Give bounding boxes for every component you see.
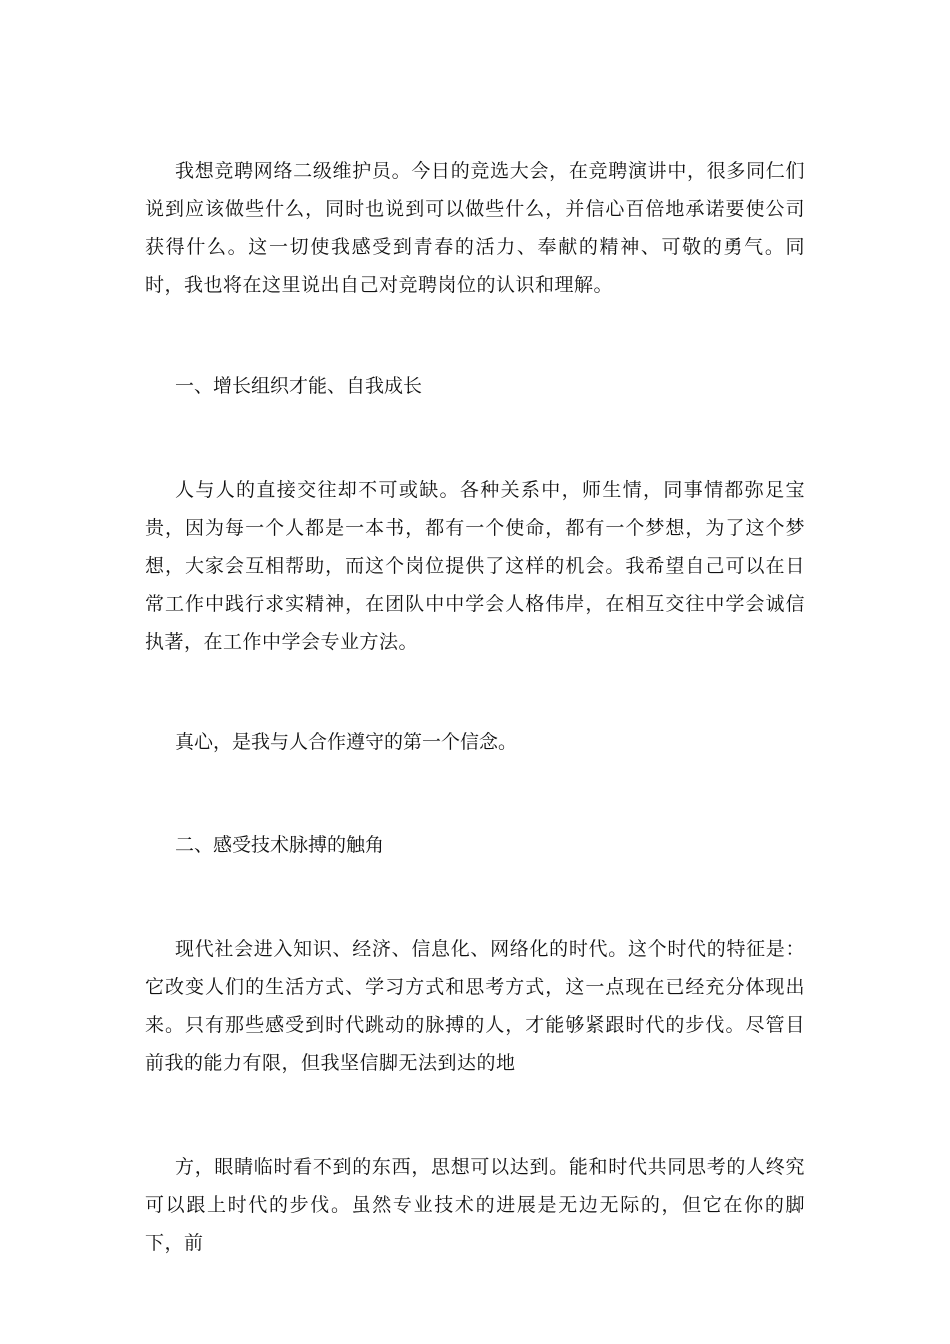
section-2-continued-paragraph: 方，眼睛临时看不到的东西，思想可以达到。能和时代共同思考的人终究可以跟上时代的步伐。虽然专业技术的进展是无边无际的，但它在你的脚下，前 xyxy=(145,1156,805,1254)
section-2-heading: 二、感受技术脉搏的触角 xyxy=(175,834,385,856)
section-1-belief-paragraph: 真心，是我与人合作遵守的第一个信念。 xyxy=(175,731,518,753)
intro-paragraph: 我想竞聘网络二级维护员。今日的竞选大会，在竞聘演讲中，很多同仁们说到应该做些什么，同时也说到可以做些什么，并信心百倍地承诺要使公司获得什么。这一切使我感受到青春的活力、奉献的精神、可敬的勇气。同时，我也将在这里说出自己对竞聘岗位的认识和理解。 xyxy=(145,160,805,296)
section-1-heading: 一、增长组织才能、自我成长 xyxy=(175,375,423,397)
section-1-body-paragraph: 人与人的直接交往却不可或缺。各种关系中，师生情，同事情都弥足宝贵，因为每一个人都是一本书，都有一个使命，都有一个梦想，为了这个梦想，大家会互相帮助，而这个岗位提供了这样的机会。我希望自己可以在日常工作中践行求实精神，在团队中中学会人格伟岸，在相互交往中学会诚信执著，在工作中学会专业方法。 xyxy=(145,479,805,653)
section-2-body-paragraph: 现代社会进入知识、经济、信息化、网络化的时代。这个时代的特征是：它改变人们的生活方式、学习方式和思考方式，这一点现在已经充分体现出来。只有那些感受到时代跳动的脉搏的人，才能够紧跟时代的步伐。尽管目前我的能力有限，但我坚信脚无法到达的地 xyxy=(145,938,805,1074)
